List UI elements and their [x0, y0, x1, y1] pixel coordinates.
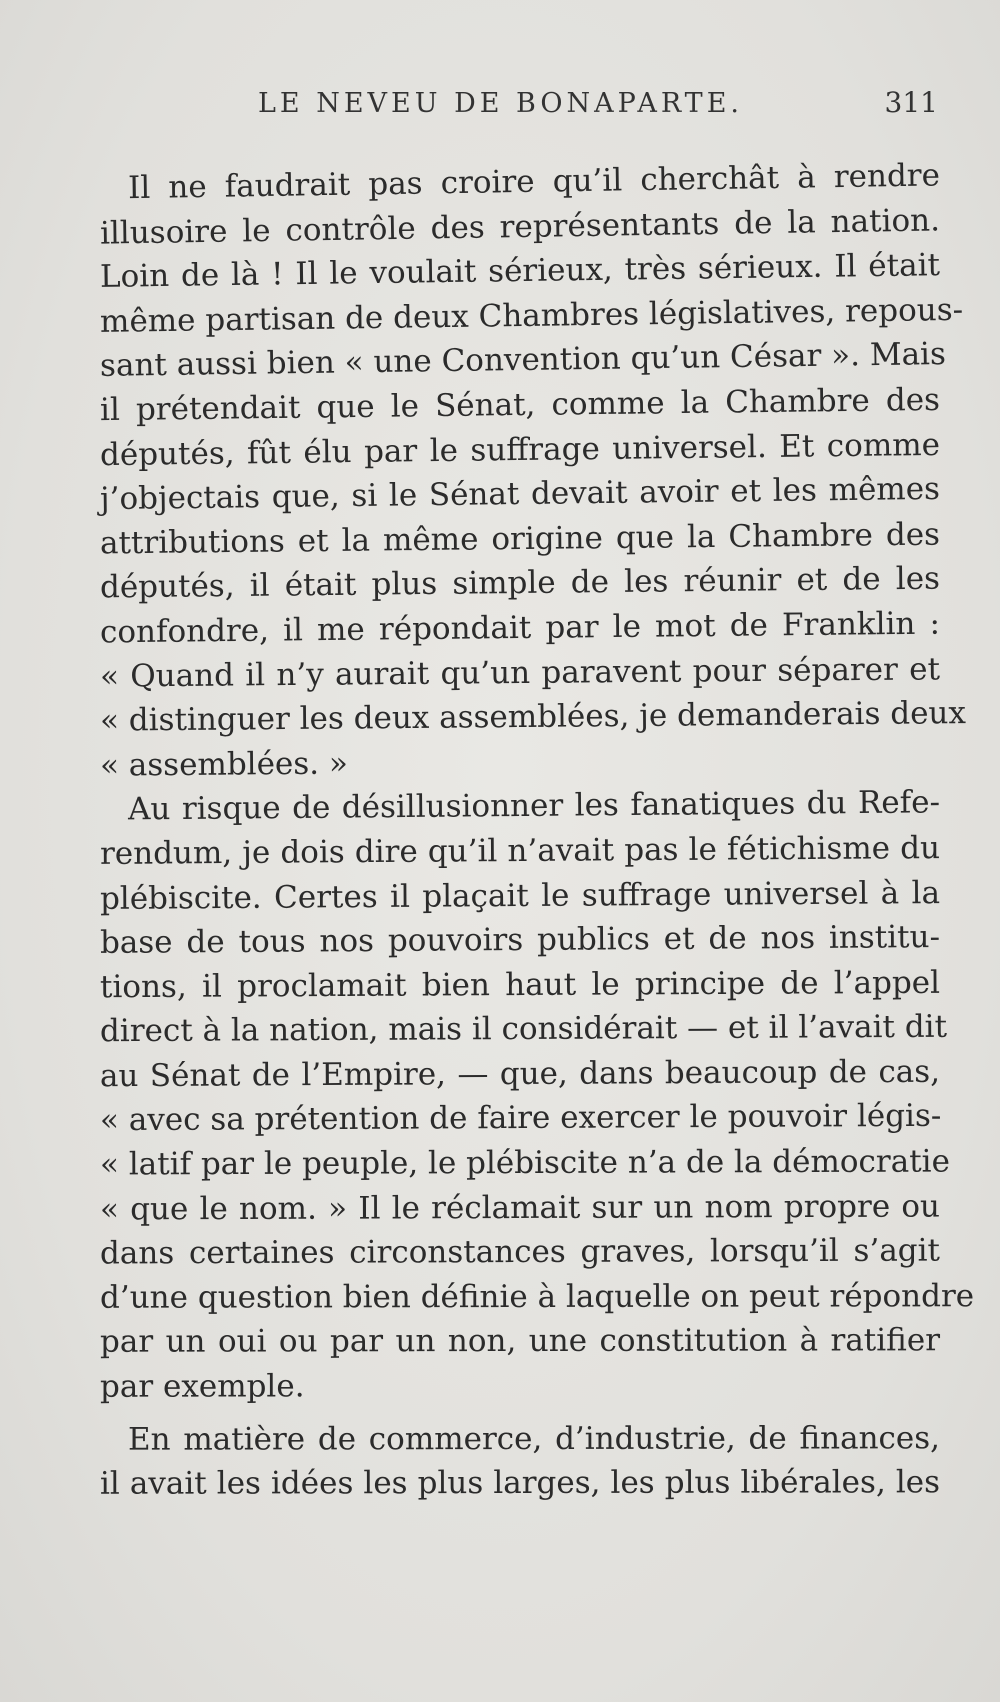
text-line: par exemple.	[99, 1368, 305, 1405]
text-line: rendum, je dois dire qu’il n’avait pas le fétichisme du	[99, 829, 941, 872]
body-text	[99, 157, 975, 1506]
page-number: 311	[884, 86, 938, 119]
text-line: « Quand il n’y aurait qu’un paravent pour séparer et	[99, 650, 941, 695]
text-line: « distinguer les deux assemblées, je demanderais deux	[99, 695, 967, 739]
text-line: Au risque de désillusionner les fanatiques du Refe-	[127, 784, 941, 828]
text-line: direct à la nation, mais il considérait — et il l’avait dit	[99, 1009, 948, 1050]
text-line: « assemblées. »	[99, 745, 349, 784]
running-head	[258, 88, 938, 132]
text-line: confondre, il me répondait par le mot de Franklin :	[99, 605, 941, 651]
text-line: il prétendait que le Sénat, comme la Chambre des	[99, 381, 941, 429]
text-line: base de tous nos pouvoirs publics et de nos institu-	[99, 919, 941, 962]
text-line: j’objectais que, si le Sénat devait avoir et les mêmes	[99, 471, 941, 518]
text-line: même partisan de deux Chambres législatives, repous-	[99, 291, 964, 340]
text-line: En matière de commerce, d’industrie, de finances,	[127, 1419, 941, 1458]
text-line: tions, il proclamait bien haut le principe de l’appel	[99, 964, 941, 1005]
text-line: d’une question bien définie à laquelle on peut répondre	[99, 1278, 975, 1316]
text-line: plébiscite. Certes il plaçait le suffrage universel à la	[99, 874, 941, 917]
text-line: dans certaines circonstances graves, lorsqu’il s’agit	[99, 1232, 941, 1272]
text-line: il avait les idées les plus larges, les plus libérales, les	[99, 1464, 941, 1502]
text-line: par un oui ou par un non, une constitution à ratifier	[99, 1322, 941, 1361]
text-line: illusoire le contrôle des représentants de la nation.	[99, 201, 941, 252]
text-line: députés, fût élu par le suffrage universel. Et comme	[99, 426, 941, 473]
running-title: LE NEVEU DE BONAPARTE.	[258, 88, 743, 119]
text-line: Loin de là ! Il le voulait sérieux, très sérieux. Il était	[99, 247, 941, 296]
text-line: députés, il était plus simple de les réunir et de les	[99, 560, 941, 606]
text-line: Il ne faudrait pas croire qu’il cherchât à rendre	[127, 157, 941, 207]
text-line: « que le nom. » Il le réclamait sur un nom propre ou	[99, 1188, 941, 1228]
text-line: au Sénat de l’Empire, — que, dans beaucoup de cas,	[99, 1053, 941, 1095]
text-line: sant aussi bien « une Convention qu’un César ». Mais	[99, 336, 947, 385]
text-line: « latif par le peuple, le plébiscite n’a de la démocratie	[99, 1143, 950, 1183]
text-line: attributions et la même origine que la Chambre des	[99, 516, 941, 562]
text-line: « avec sa prétention de faire exercer le pouvoir légis-	[99, 1098, 942, 1139]
